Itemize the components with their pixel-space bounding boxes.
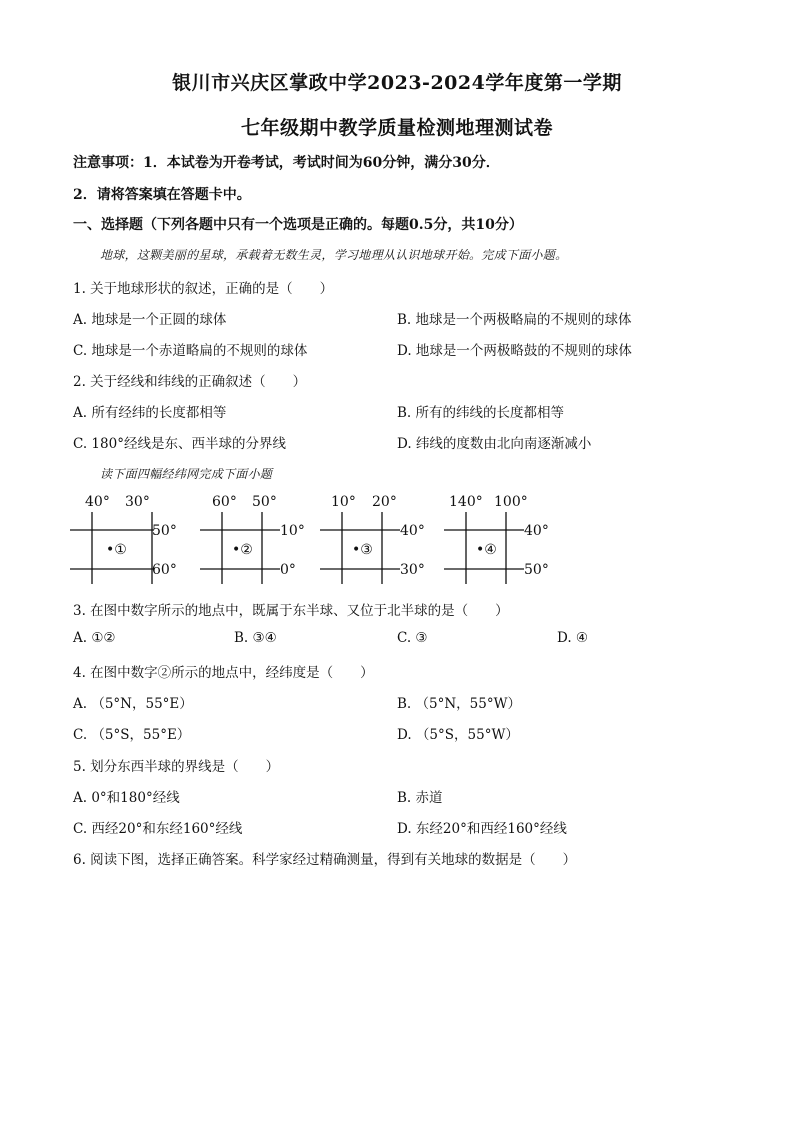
lat-lon-grid-1 — [70, 490, 190, 590]
question-4-stem: 4. 在图中数字②所示的地点中，经纬度是（ ） — [73, 665, 374, 681]
notice-line-2: 2．请将答案填在答题卡中。 — [73, 187, 251, 203]
question-1-option-b: B. 地球是一个两极略扁的不规则的球体 — [397, 312, 632, 328]
grid-1-lat-bottom: 60° — [152, 562, 177, 578]
grid-4-lon-left: 140° — [449, 494, 483, 510]
grid-3-lon-right: 20° — [372, 494, 397, 510]
grid-1-lon-left: 40° — [85, 494, 110, 510]
question-2-option-b: B. 所有的纬线的长度都相等 — [397, 405, 565, 421]
grid-2-lat-bottom: 0° — [280, 562, 296, 578]
grid-3-marker: •③ — [352, 542, 373, 558]
grid-3-lat-top: 40° — [400, 523, 425, 539]
lat-lon-grid-2 — [200, 490, 320, 590]
question-5-option-d: D. 东经20°和西经160°经线 — [397, 821, 567, 837]
grid-1-lat-top: 50° — [152, 523, 177, 539]
question-3-option-b: B. ③④ — [234, 630, 277, 646]
question-1-option-c: C. 地球是一个赤道略扁的不规则的球体 — [73, 343, 308, 359]
grid-4-marker: •④ — [476, 542, 497, 558]
question-2-option-a: A. 所有经纬的长度都相等 — [73, 405, 227, 421]
grid-4-lat-top: 40° — [524, 523, 549, 539]
question-5-option-b: B. 赤道 — [397, 790, 443, 806]
section-heading-choice: 一、选择题（下列各题中只有一个选项是正确的。每题0.5分，共10分） — [73, 217, 523, 233]
question-5-option-c: C. 西经20°和东经160°经线 — [73, 821, 243, 837]
question-2-option-c: C. 180°经线是东、西半球的分界线 — [73, 436, 286, 452]
notice-line-1: 注意事项：1．本试卷为开卷考试，考试时间为60分钟，满分30分． — [73, 155, 500, 171]
question-1-stem: 1. 关于地球形状的叙述，正确的是（ ） — [73, 281, 334, 297]
question-4-option-d: D. （5°S，55°W） — [397, 727, 519, 743]
question-3-stem: 3. 在图中数字所示的地点中，既属于东半球、又位于北半球的是（ ） — [73, 603, 509, 619]
intro-text-earth: 地球，这颗美丽的星球，承载着无数生灵，学习地理从认识地球开始。完成下面小题。 — [100, 248, 568, 262]
question-2-option-d: D. 纬线的度数由北向南逐渐减小 — [397, 436, 592, 452]
question-3-option-d: D. ④ — [557, 630, 589, 646]
grid-4-lat-bottom: 50° — [524, 562, 549, 578]
question-1-option-d: D. 地球是一个两极略鼓的不规则的球体 — [397, 343, 632, 359]
question-5-stem: 5. 划分东西半球的界线是（ ） — [73, 759, 280, 775]
exam-title-line-2: 七年级期中教学质量检测地理测试卷 — [240, 117, 553, 139]
grid-3-lon-left: 10° — [331, 494, 356, 510]
question-5-option-a: A. 0°和180°经线 — [73, 790, 180, 806]
question-6-stem: 6. 阅读下图，选择正确答案。科学家经过精确测量，得到有关地球的数据是（ ） — [73, 852, 577, 868]
question-4-option-c: C. （5°S，55°E） — [73, 727, 191, 743]
grid-2-lat-top: 10° — [280, 523, 305, 539]
grid-1-marker: •① — [106, 542, 127, 558]
grid-1-lon-right: 30° — [125, 494, 150, 510]
grid-4-lon-right: 100° — [494, 494, 528, 510]
grid-2-marker: •② — [232, 542, 253, 558]
question-3-option-a: A. ①② — [73, 630, 116, 646]
lat-lon-grid-3 — [320, 490, 440, 590]
question-4-option-b: B. （5°N，55°W） — [397, 696, 521, 712]
grid-3-lat-bottom: 30° — [400, 562, 425, 578]
question-1-option-a: A. 地球是一个正圆的球体 — [73, 312, 227, 328]
grid-2-lon-left: 60° — [212, 494, 237, 510]
question-3-option-c: C. ③ — [397, 630, 428, 646]
grid-2-lon-right: 50° — [252, 494, 277, 510]
intro-text-grids: 读下面四幅经纬网完成下面小题 — [100, 467, 273, 481]
question-2-stem: 2. 关于经线和纬线的正确叙述（ ） — [73, 374, 307, 390]
question-4-option-a: A. （5°N，55°E） — [73, 696, 193, 712]
lat-lon-grid-4 — [444, 490, 574, 590]
exam-title-line-1: 银川市兴庆区掌政中学2023-2024学年度第一学期 — [172, 72, 622, 94]
